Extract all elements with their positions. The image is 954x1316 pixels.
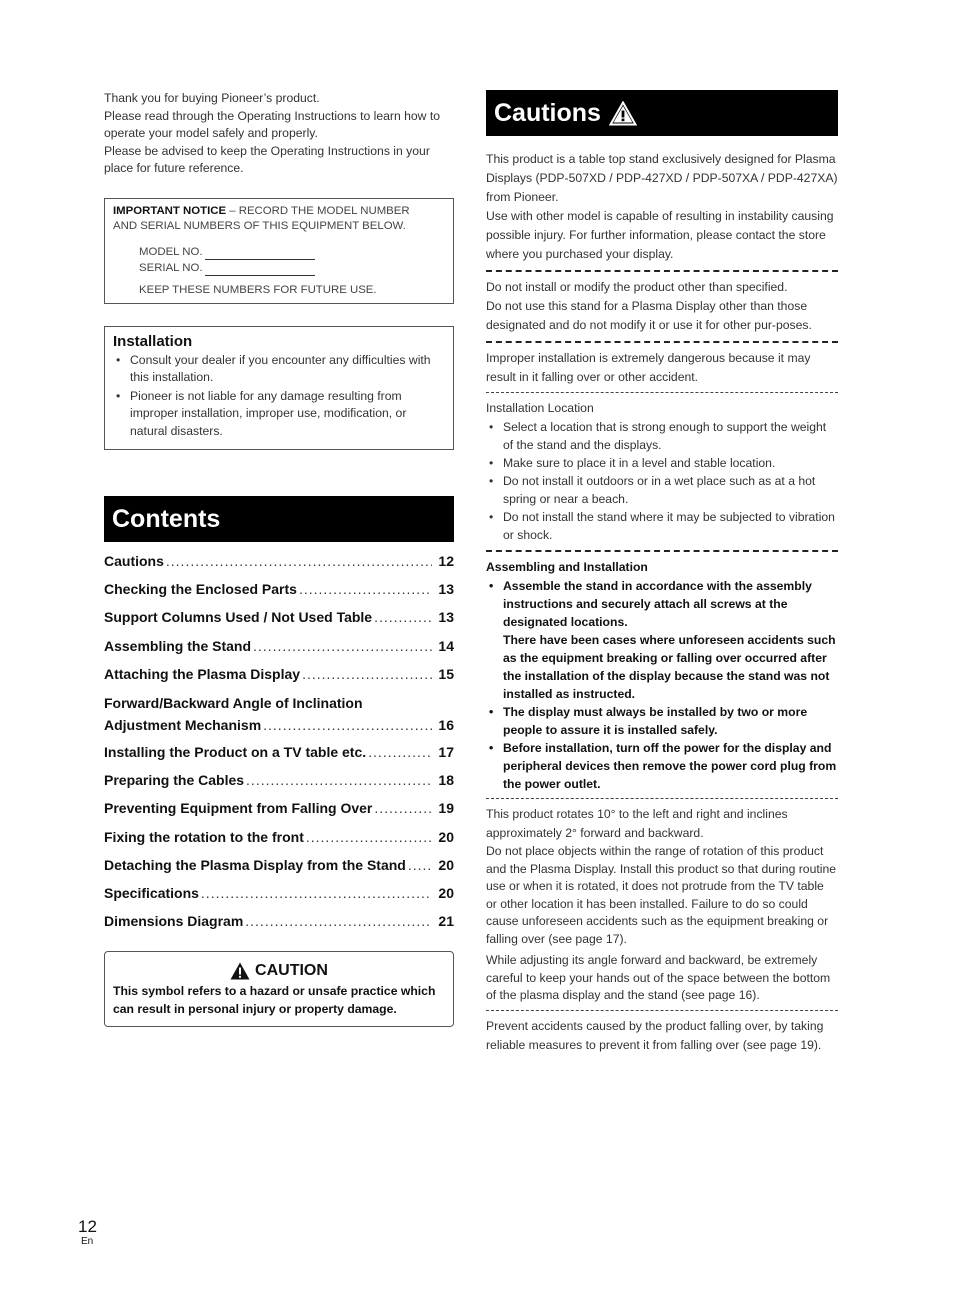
warning-triangle-outline-icon	[609, 101, 637, 126]
installation-title: Installation	[113, 332, 193, 350]
divider	[486, 392, 838, 393]
list-item: • The display must always be installed by two or more people to assure it is installed safely.	[486, 703, 838, 739]
toc-entry[interactable]: Installing the Product on a TV table etc. ..... 17	[104, 742, 454, 770]
table-of-contents	[104, 551, 454, 939]
cautions-section-1	[486, 150, 838, 264]
paragraph: Prevent accidents caused by the product falling over, by taking reliable measures to prevent it from falling over (see page 19).	[486, 1018, 824, 1052]
toc-entry[interactable]: Specifications ..... 20	[104, 883, 454, 911]
divider	[486, 1010, 838, 1011]
falling-over-section	[486, 1017, 838, 1055]
cautions-section-3	[486, 349, 838, 387]
list-item: • Pioneer is not liable for any damage resulting from improper installation, improper use, modification, or natural disasters.	[113, 388, 445, 441]
paragraph: Do not install or modify the product other than specified.	[486, 280, 788, 294]
notice-rest: – RECORD THE MODEL NUMBER	[226, 204, 410, 217]
paragraph: Use with other model is capable of resulting in instability causing possible injury. For further information, please contact the store where you purchased your display.	[486, 209, 834, 261]
installation-list	[113, 352, 445, 441]
assembling-list	[486, 577, 838, 793]
notice-line2: AND SERIAL NUMBERS OF THIS EQUIPMENT BELOW.	[113, 219, 406, 232]
important-notice-box	[104, 198, 454, 304]
toc-entry[interactable]: Preventing Equipment from Falling Over ..... 19	[104, 798, 454, 826]
list-item: • Select a location that is strong enough to support the weight of the stand and the displays.	[486, 418, 838, 454]
paragraph: While adjusting its angle forward and backward, be extremely careful to keep your hands out of the space between the bottom of the plasma display and the stand (see page 16).	[486, 953, 831, 1002]
language-code: En	[81, 1236, 94, 1247]
toc-entry[interactable]: Dimensions Diagram ..... 21	[104, 911, 454, 939]
toc-entry[interactable]: Checking the Enclosed Parts ..... 13	[104, 579, 454, 607]
toc-entry[interactable]: Support Columns Used / Not Used Table ..... 13	[104, 607, 454, 635]
warning-triangle-icon	[230, 962, 250, 980]
intro-line: Thank you for buying Pioneer’s product.	[104, 91, 320, 105]
intro-text	[104, 90, 454, 178]
model-number-field	[139, 244, 445, 260]
toc-entry[interactable]: Fixing the rotation to the front ..... 20	[104, 827, 454, 855]
intro-line: Please read through the Operating Instructions to learn how to operate your model safely and properly.	[104, 108, 441, 140]
toc-entry[interactable]: Detaching the Plasma Display from the Stand ..... 20	[104, 855, 454, 883]
list-item: • Consult your dealer if you encounter any difficulties with this installation.	[113, 352, 445, 387]
divider	[486, 341, 838, 343]
serial-label: SERIAL NO.	[139, 261, 203, 274]
keep-numbers-text: KEEP THESE NUMBERS FOR FUTURE USE.	[139, 283, 377, 296]
model-blank-line	[205, 248, 315, 260]
left-column	[104, 90, 454, 1027]
intro-line: Please be advised to keep the Operating Instructions in your place for future reference.	[104, 143, 430, 175]
assembling-installation-section	[486, 558, 838, 793]
toc-entry[interactable]: Assembling the Stand ..... 14	[104, 636, 454, 664]
toc-entry[interactable]: Preparing the Cables ..... 18	[104, 770, 454, 798]
toc-entry[interactable]: Cautions ..... 12	[104, 551, 454, 579]
cautions-header	[486, 90, 838, 136]
paragraph: Do not use this stand for a Plasma Display other than those designated and do not modify it or use it for other pur-poses.	[486, 299, 812, 332]
list-item: • Do not install the stand where it may be subjected to vibration or shock.	[486, 508, 838, 544]
divider	[486, 270, 838, 272]
list-item: • Assemble the stand in accordance with the assembly instructions and securely attach all screws at the designated locations. There have been cases where unforeseen accidents such as the equipment breaking or falling over occurred after the installation of the display because the stand was not installed as instructed.	[486, 577, 838, 703]
list-item: • Make sure to place it in a level and stable location.	[486, 454, 838, 472]
installation-box	[104, 326, 454, 451]
notice-heading	[113, 204, 445, 219]
section-title: Installation Location	[486, 401, 594, 415]
caution-heading	[113, 962, 445, 980]
caution-symbol-box	[104, 951, 454, 1027]
notice-bold: IMPORTANT NOTICE	[113, 204, 227, 217]
toc-entry[interactable]: Attaching the Plasma Display ..... 15	[104, 664, 454, 692]
section-title: Assembling and Installation	[486, 560, 648, 574]
model-label: MODEL NO.	[139, 245, 203, 258]
caution-description: This symbol refers to a hazard or unsafe practice which can result in personal injury or property damage.	[113, 984, 436, 1017]
caution-title: CAUTION	[255, 962, 328, 980]
contents-title: Contents	[104, 496, 454, 542]
rotation-section	[486, 805, 838, 1005]
serial-blank-line	[205, 264, 315, 276]
divider	[486, 550, 838, 552]
toc-entry[interactable]: Forward/Backward Angle of Inclination Adjustment Mechanism ..... 16	[104, 692, 454, 742]
right-column	[486, 90, 838, 1055]
serial-number-field	[139, 260, 445, 276]
cautions-title: Cautions	[494, 99, 601, 127]
paragraph: Improper installation is extremely dangerous because it may result in it falling over or other accident.	[486, 351, 811, 384]
paragraph: This product rotates 10° to the left and right and inclines approximately 2° forward and backward.	[486, 807, 788, 840]
list-item: • Before installation, turn off the power for the display and peripheral devices then remove the power cord plug from the power outlet.	[486, 739, 838, 793]
page-number: 12	[78, 1217, 97, 1236]
list-item: • Do not install it outdoors or in a wet place such as at a hot spring or near a beach.	[486, 472, 838, 508]
paragraph: Do not place objects within the range of rotation of this product and the Plasma Display. Install this product so that during routine use or when it is rotated, it does not protrude from the TV table or other location it has been installed. Failure to do so could cause unforeseen accidents such as the equipment breaking or falling over (see page 17).	[486, 844, 837, 946]
paragraph: This product is a table top stand exclusively designed for Plasma Displays (PDP-507XD / PDP-427XD / PDP-507XA / PDP-427XA) from Pioneer.	[486, 152, 838, 204]
installation-location-list	[486, 418, 838, 544]
installation-location-section	[486, 399, 838, 544]
cautions-section-2	[486, 278, 838, 335]
divider	[486, 798, 838, 799]
